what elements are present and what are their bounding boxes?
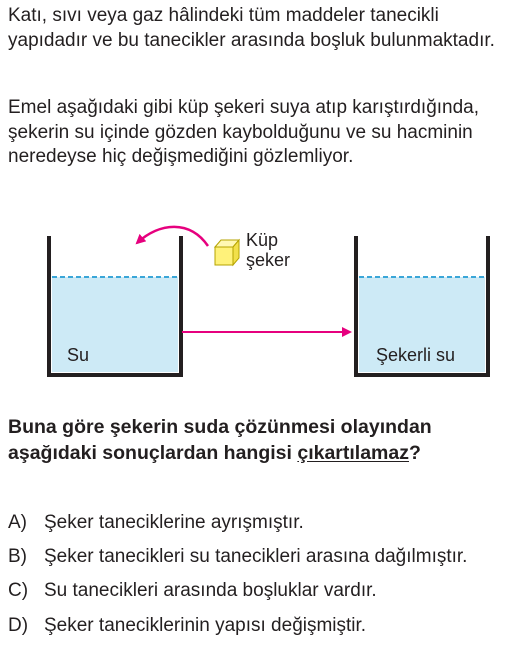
intro-paragraph-1: Katı, sıvı veya gaz hâlindeki tüm maddeler tanecikli yapıdadır ve bu tanecikler arasında boşluk bulunmaktadır. [8, 5, 495, 51]
option-b[interactable] [8, 545, 524, 569]
option-letter: B) [8, 546, 27, 567]
option-text: Şeker taneciklerinin yapısı değişmiştir. [44, 615, 367, 636]
option-d[interactable] [8, 614, 524, 638]
intro-paragraph-2: Emel aşağıdaki gibi küp şekeri suya atıp karıştırdığında, şekerin su içinde gözden kaybolduğunu ve su hacminin neredeyse hiç değişmediğini gözlemliyor. [8, 97, 480, 167]
left-beaker-label: Su [67, 345, 90, 365]
option-text: Şeker taneciklerine ayrışmıştır. [44, 512, 304, 533]
option-a[interactable] [8, 511, 524, 535]
option-letter: A) [8, 512, 27, 533]
option-letter: C) [8, 580, 29, 601]
sugar-label-line2: şeker [246, 250, 291, 270]
sugar-cube-icon [215, 240, 239, 265]
option-text: Su tanecikleri arasında boşluklar vardır. [44, 580, 377, 601]
right-beaker-label: Şekerli su [376, 345, 456, 365]
experiment-figure [0, 220, 526, 400]
question-negation: çıkartılamaz [297, 442, 409, 464]
curved-arrow-icon [137, 227, 208, 246]
option-text: Şeker tanecikleri su tanecikleri arasına dağılmıştır. [44, 546, 468, 567]
question-stem [8, 414, 524, 466]
option-letter: D) [8, 615, 29, 636]
question-text: Buna göre şekerin suda çözünmesi olayından aşağıdaki sonuçlardan hangisi [8, 416, 432, 464]
option-c[interactable] [8, 579, 524, 603]
sugar-label-line1: Küp [246, 230, 279, 250]
question-mark: ? [409, 442, 421, 464]
